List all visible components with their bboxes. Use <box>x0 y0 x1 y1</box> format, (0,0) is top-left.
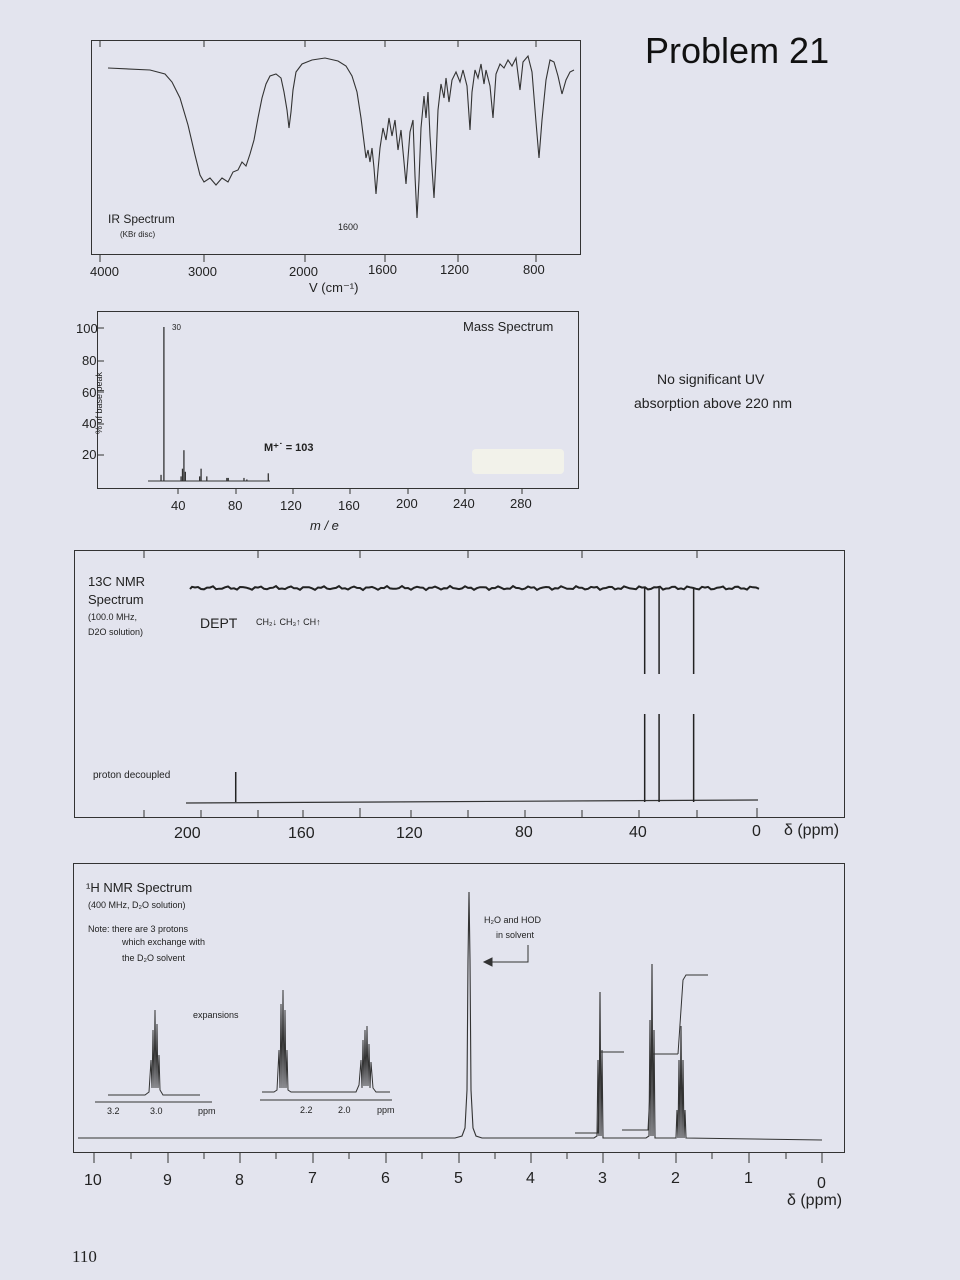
solvent-label-line2: in solvent <box>496 930 535 940</box>
c13-title-2: Spectrum <box>88 592 144 607</box>
mass-base-peak-label: 30 <box>172 323 181 332</box>
c13-frequency: (100.0 MHz, <box>88 612 138 622</box>
exp1-tick-3.2: 3.2 <box>107 1106 120 1116</box>
mass-xtick-160: 160 <box>338 498 360 513</box>
ir-tick-1200: 1200 <box>440 262 469 277</box>
c13-tick-200: 200 <box>174 825 201 842</box>
h1-note-line2: which exchange with <box>122 937 206 947</box>
page-number: 110 <box>72 1247 97 1266</box>
ir-tick-3000: 3000 <box>188 264 217 279</box>
mass-ytick-40: 40 <box>82 416 97 431</box>
ir-tick-4000: 4000 <box>90 264 119 279</box>
h1-xlabel: δ (ppm) <box>787 1192 843 1209</box>
mass-ylabel: % of base peak <box>94 371 105 435</box>
expansion-1-trace <box>108 1010 200 1095</box>
mass-molecular-ion-label: M⁺˙ = 103 <box>264 442 314 454</box>
exp2-tick-2.2: 2.2 <box>300 1105 313 1115</box>
c13-tick-40: 40 <box>629 824 647 841</box>
c13-solvent: D2O solution) <box>88 627 144 637</box>
expansion-2-trace <box>262 990 390 1092</box>
mass-title: Mass Spectrum <box>463 319 554 334</box>
mass-ytick-80: 80 <box>82 353 97 368</box>
c13-title: 13C NMR <box>88 574 146 589</box>
h1-tick-0: 0 <box>817 1175 826 1192</box>
h1-tick-9: 9 <box>163 1172 172 1189</box>
mass-ytick-20: 20 <box>82 447 97 462</box>
mass-xtick-120: 120 <box>280 498 302 513</box>
page-title: Problem 21 <box>645 30 830 71</box>
mass-xtick-80: 80 <box>228 498 243 513</box>
dept-legend: CH₂↓ CH₃↑ CH↑ <box>256 617 321 627</box>
exp2-tick-2.0: 2.0 <box>338 1105 351 1115</box>
mass-xtick-280: 280 <box>510 496 532 511</box>
ir-marker-1600: 1600 <box>338 222 359 232</box>
c13-tick-80: 80 <box>515 824 533 841</box>
dept-label: DEPT <box>200 615 238 631</box>
h1-tick-10: 10 <box>84 1172 102 1189</box>
ir-subtitle: (KBr disc) <box>120 230 156 239</box>
solvent-label-line1: H₂O and HOD <box>484 915 542 925</box>
h1-frequency: (400 MHz, D₂O solution) <box>88 900 186 910</box>
c13-tick-160: 160 <box>288 825 315 842</box>
mass-xtick-240: 240 <box>453 496 475 511</box>
c13-xlabel: δ (ppm) <box>784 822 840 839</box>
uv-note-line1: No significant UV <box>657 371 765 387</box>
ir-tick-1600: 1600 <box>368 262 397 277</box>
ir-tick-800: 800 <box>523 262 545 277</box>
h1-tick-2: 2 <box>671 1170 680 1187</box>
exp2-tick-ppm: ppm <box>377 1105 395 1115</box>
mass-xlabel: m / e <box>310 518 339 533</box>
exp1-tick-ppm: ppm <box>198 1106 216 1116</box>
decoupled-label: proton decoupled <box>93 770 171 781</box>
ir-tick-2000: 2000 <box>289 264 318 279</box>
mass-ytick-60: 60 <box>82 385 97 400</box>
h1-tick-6: 6 <box>381 1170 390 1187</box>
h1-note-line3: the D₂O solvent <box>122 953 186 963</box>
h1-tick-5: 5 <box>454 1170 463 1187</box>
mass-xtick-200: 200 <box>396 496 418 511</box>
mass-ytick-100: 100 <box>76 321 98 336</box>
h1-tick-7: 7 <box>308 1170 317 1187</box>
uv-note-line2: absorption above 220 nm <box>634 395 792 411</box>
h1-title: ¹H NMR Spectrum <box>86 880 193 895</box>
h1-axis-ticks <box>94 1153 822 1163</box>
expansions-label: expansions <box>193 1010 239 1020</box>
h1-tick-4: 4 <box>526 1170 535 1187</box>
h1-tick-8: 8 <box>235 1172 244 1189</box>
ir-title: IR Spectrum <box>108 212 175 226</box>
integral-steps <box>575 975 708 1133</box>
h1-note-line1: Note: there are 3 protons <box>88 924 189 934</box>
mass-xtick-40: 40 <box>171 498 186 513</box>
ir-xlabel: V (cm⁻¹) <box>309 280 359 295</box>
c13-tick-0: 0 <box>752 823 761 840</box>
exp1-tick-3.0: 3.0 <box>150 1106 163 1116</box>
h1-trace <box>78 892 822 1140</box>
c13-tick-120: 120 <box>396 825 423 842</box>
solvent-arrow <box>484 945 528 966</box>
h1-tick-1: 1 <box>744 1170 753 1187</box>
h1-tick-3: 3 <box>598 1170 607 1187</box>
